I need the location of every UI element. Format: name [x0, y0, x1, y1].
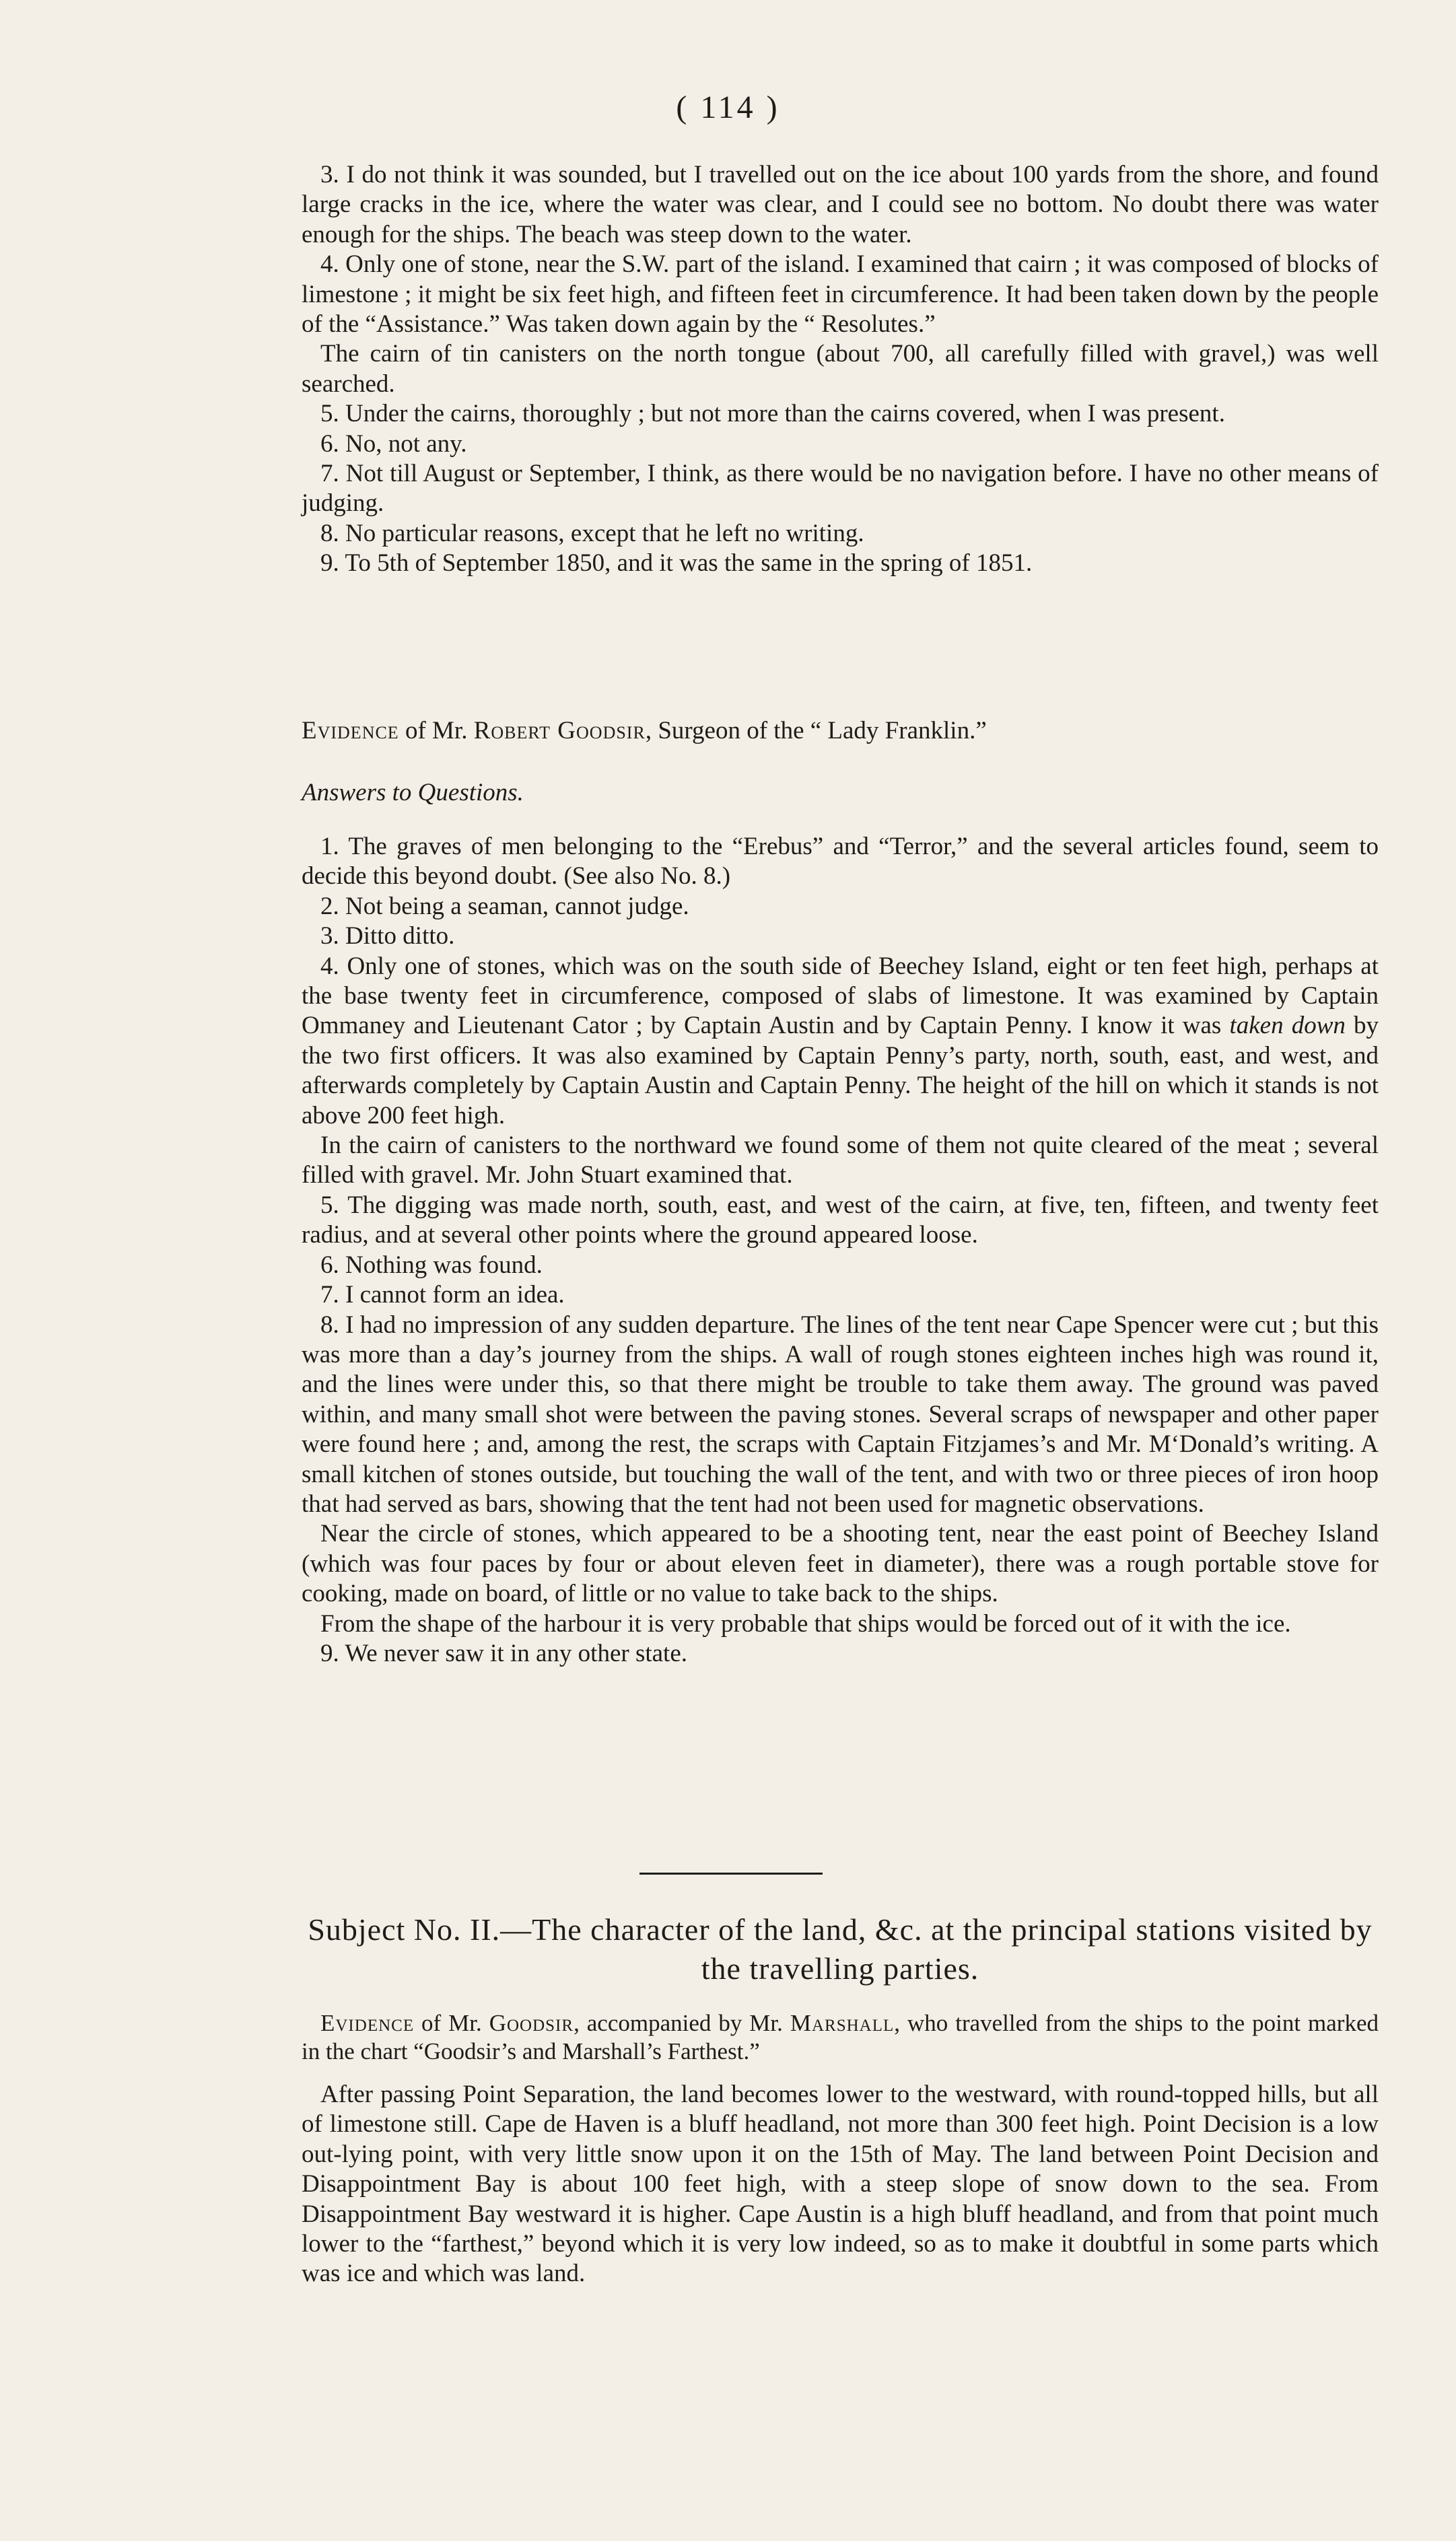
evidence-person-name: Marshall: [790, 2010, 895, 2036]
answer-paragraph: 3. I do not think it was sounded, but I travelled out on the ice about 100 yards from the shore, and found large cracks in the ice, where the water was clear, and I could see no bottom. No doubt there was water enough for the ships. The beach was steep down to the water.: [302, 161, 1379, 248]
evidence-marshall-intro: Evidence of Mr. Goodsir, accompanied by Mr. Marshall, who travelled from the ships to the point marked in the chart “Goodsir’s and Marshall’s Farthest.”: [302, 2010, 1379, 2064]
answer-paragraph: 2. Not being a seaman, cannot judge.: [320, 892, 689, 920]
answer-paragraph: 9. To 5th of September 1850, and it was the same in the spring of 1851.: [320, 549, 1033, 578]
answer-paragraph: 5. Under the cairns, thoroughly ; but not more than the cairns covered, when I was present.: [320, 400, 1225, 428]
land-paragraph: After passing Point Separation, the land becomes lower to the westward, with round-topped hills, but all of limestone still. Cape de Haven is a bluff headland, not more than 300 feet high. Point Decision is a low out-lying point, with very little snow upon it on the 15th of May. The land between Point Decision and Disappointment Bay is about 100 feet high, with a steep slope of snow down to the sea. From Disappointment Bay westward it is higher. Cape Austin is a high bluff headland, and from that point much lower to the “farthest,” beyond which it is very low indeed, so as to make it doubtful in some parts which was ice and which was land.: [302, 2081, 1379, 2288]
answer-paragraph: 7. I cannot form an idea.: [320, 1281, 565, 1309]
evidence-text: of Mr.: [398, 717, 474, 744]
answer-paragraph: The cairn of tin canisters on the north tongue (about 700, all carefully filled with gravel,) was well searched.: [302, 340, 1379, 398]
answers-heading: Answers to Questions.: [302, 779, 524, 806]
page-number: ( 114 ): [676, 90, 780, 125]
answer-paragraph: 8. I had no impression of any sudden departure. The lines of the tent near Cape Spencer were cut ; but this was more than a day’s journey from the ships. A wall of rough stones eighteen inches high was round it, and the lines were under this, so that there might be trouble to take them away. The ground was paved within, and many small shot were between the paving stones. Several scraps of newspaper and other paper were found here ; and, among the rest, the scraps with Captain Fitzjames’s and Mr. M‘Donald’s writing. A small kitchen of stones outside, but touching the wall of the tent, and with two or three pieces of iron hoop that had served as bars, showing that the tent had not been used for magnetic observations.: [302, 1311, 1379, 1518]
answer-paragraph: Near the circle of stones, which appeared to be a shooting tent, near the east point of Beechey Island (which was four paces by four or about eleven feet in diameter), there was a rough portable stove for cooking, made on board, of little or no value to take back to the ships.: [302, 1520, 1379, 1608]
answer-paragraph: 9. We never saw it in any other state.: [320, 1639, 688, 1667]
evidence-goodsir-heading: [302, 716, 1379, 746]
evidence-person-name: Goodsir: [489, 2010, 574, 2036]
answer-paragraph: 4. Only one of stone, near the S.W. part of the island. I examined that cairn ; it was composed of blocks of limestone ; it might be six feet high, and fifteen feet in circumference. It had been taken down by the people of the “Assistance.” Was taken down again by the “ Resolutes.”: [302, 250, 1379, 339]
answers-heading-block: [302, 778, 1379, 808]
italic-emphasis: taken down: [1229, 1012, 1346, 1040]
section-previous-answers: [302, 160, 1379, 579]
answer-paragraph: 7. Not till August or September, I think, as there would be no navigation before. I have no other means of judging.: [302, 460, 1379, 518]
subject-heading: Subject No. II.—The character of the land, &c. at the principal stations visited by the travelling parties.: [308, 1912, 1373, 1986]
answer-paragraph-4: 4. Only one of stones, which was on the south side of Beechey Island, eight or ten feet high, perhaps at the base twenty feet in circumference, composed of slabs of limestone. It was examined by Captain Ommaney and Lieutenant Cator ; by Captain Austin and by Captain Penny. I know it was taken down by the two first officers. It was also examined by Captain Penny’s party, north, south, east, and west, and afterwards completely by Captain Austin and Captain Penny. The height of the hill on which it stands is not above 200 feet high.: [302, 952, 1379, 1129]
answer-paragraph: 3. Ditto ditto.: [320, 922, 455, 950]
answer-paragraph: 8. No particular reasons, except that he left no writing.: [320, 519, 864, 547]
answer-paragraph: 6. No, not any.: [320, 429, 467, 458]
answer-paragraph: 6. Nothing was found.: [320, 1251, 543, 1279]
section-divider: [639, 1873, 823, 1875]
answer-paragraph: From the shape of the harbour it is very probable that ships would be forced out of it with the ice.: [320, 1609, 1291, 1638]
section-goodsir-answers: [302, 832, 1379, 1669]
evidence-text: , Surgeon of the “ Lady Franklin.”: [645, 717, 987, 744]
evidence-label: Evidence: [320, 2010, 415, 2036]
evidence-person-name: Robert Goodsir: [473, 717, 646, 744]
answer-paragraph: 1. The graves of men belonging to the “Erebus” and “Terror,” and the several articles found, seem to decide this beyond doubt. (See also No. 8.): [302, 833, 1379, 891]
land-description: [302, 2080, 1379, 2289]
evidence-label: Evidence: [302, 717, 399, 744]
answer-paragraph: 5. The digging was made north, south, east, and west of the cairn, at five, ten, fifteen, and twenty feet radius, and at several other points where the ground appeared loose.: [302, 1191, 1379, 1249]
answer-paragraph: In the cairn of canisters to the northward we found some of them not quite cleared of the meat ; several filled with gravel. Mr. John Stuart examined that.: [302, 1132, 1379, 1189]
